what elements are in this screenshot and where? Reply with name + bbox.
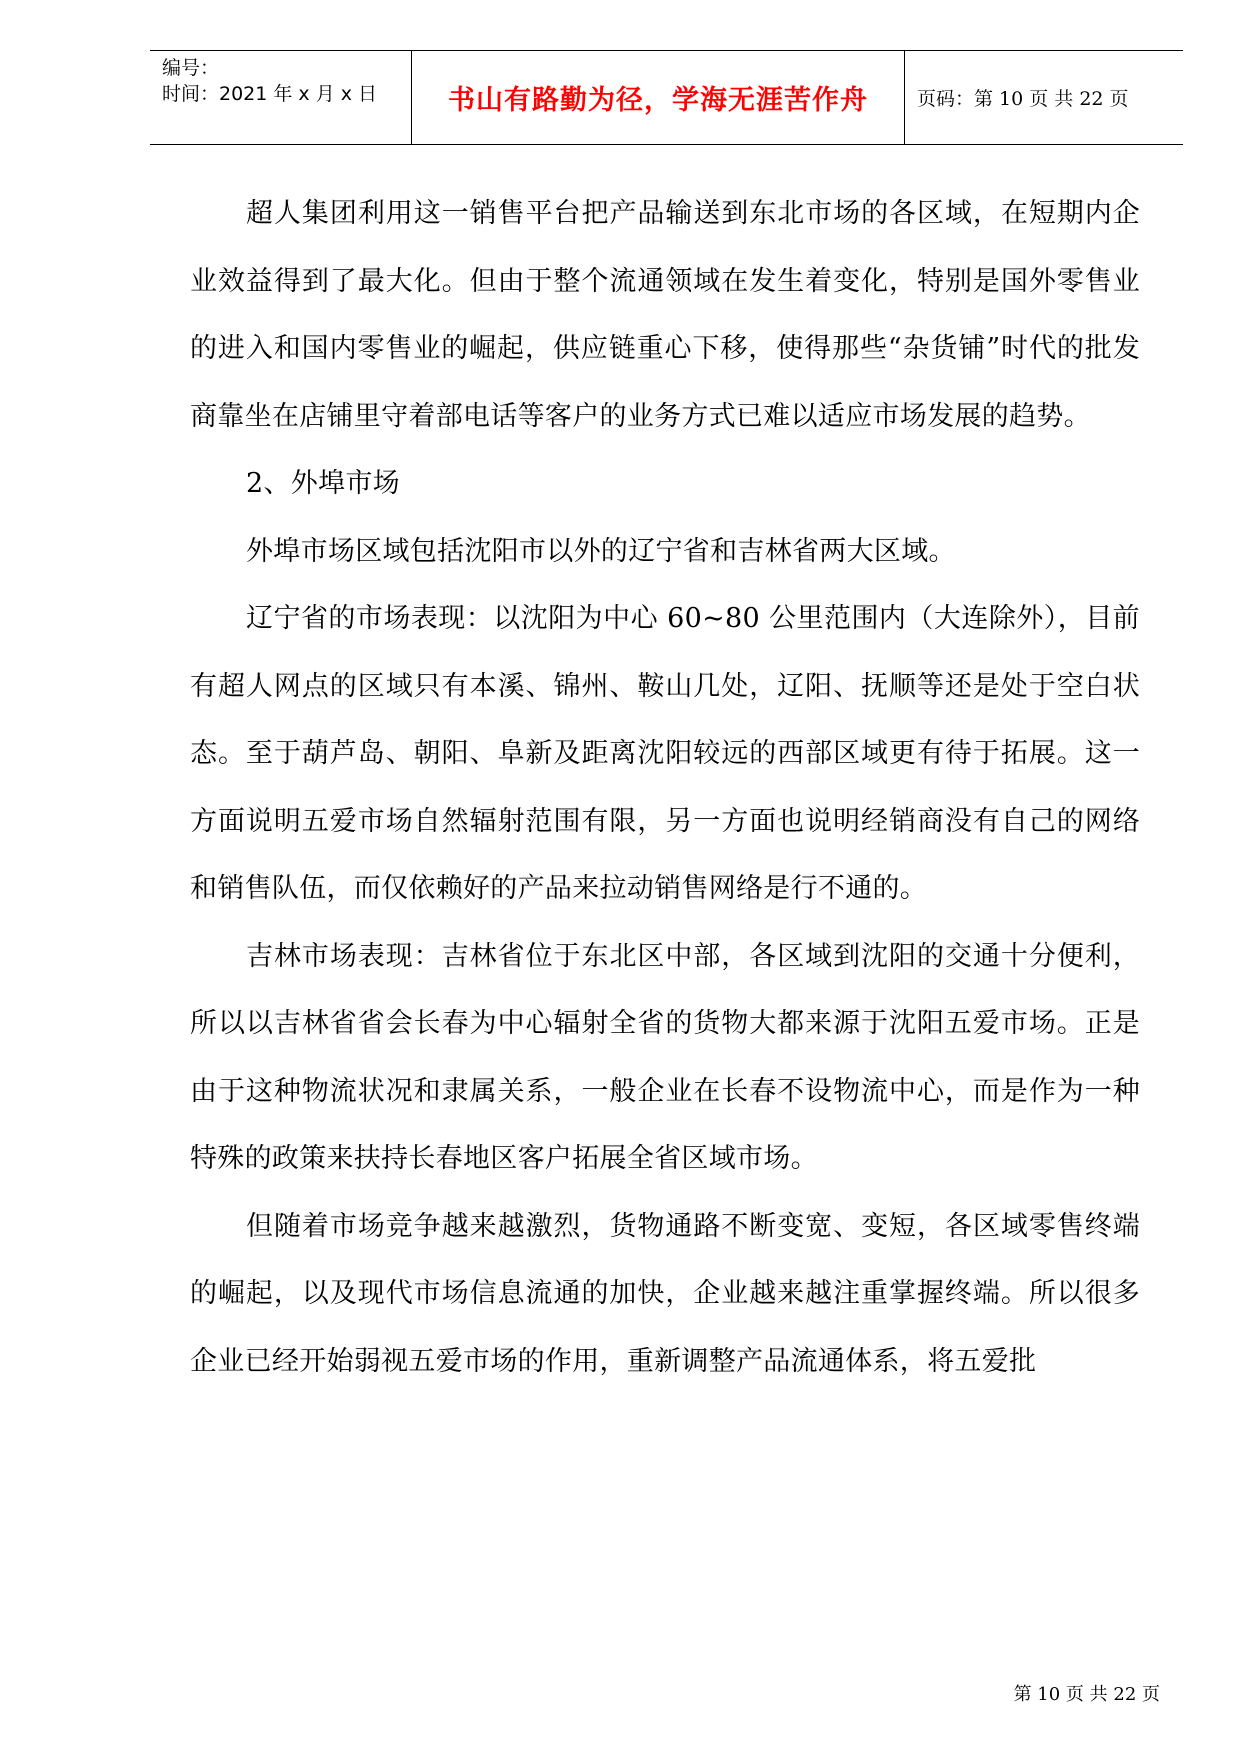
body-text [190, 180, 1140, 1395]
header-meta [150, 51, 412, 144]
section-heading: 2、外埠市场 [246, 468, 400, 499]
number-label: 编号： [162, 57, 220, 79]
header-motto: 书山有路勤为径，学海无涯苦作舟 [412, 51, 905, 144]
paragraph: 辽宁省的市场表现：以沈阳为中心 60~80 公里范围内（大连除外），目前有超人网点的区域只有本溪、锦州、鞍山几处，辽阳、抚顺等还是处于空白状态。至于葫芦岛、朝阳、阜新及距离沈阳较远的西部区域更有待于拓展。这一方面说明五爱市场自然辐射范围有限，另一方面也说明经销商没有自己的网络和销售队伍，而仅依赖好的产品来拉动销售网络是行不通的。 [190, 603, 1140, 904]
paragraph: 吉林市场表现：吉林省位于东北区中部，各区域到沈阳的交通十分便利，所以以吉林省省会长春为中心辐射全省的货物大都来源于沈阳五爱市场。正是由于这种物流状况和隶属关系，一般企业在长春不设物流中心，而是作为一种特殊的政策来扶持长春地区客户拓展全省区域市场。 [190, 940, 1140, 1174]
page-header [150, 50, 1183, 145]
header-page-number: 页码：第 10 页 共 22 页 [917, 88, 1129, 110]
page-footer: 第 10 页 共 22 页 [1013, 1684, 1160, 1705]
paragraph: 外埠市场区域包括沈阳市以外的辽宁省和吉林省两大区域。 [246, 535, 956, 567]
time-label: 时间：2021 年 x 月 x 日 [162, 83, 378, 105]
paragraph: 超人集团利用这一销售平台把产品输送到东北市场的各区域，在短期内企业效益得到了最大化。但由于整个流通领域在发生着变化，特别是国外零售业的进入和国内零售业的崛起，供应链重心下移，使得那些“杂货铺”时代的批发商靠坐在店铺里守着部电话等客户的业务方式已难以适应市场发展的趋势。 [190, 198, 1140, 432]
paragraph: 但随着市场竞争越来越激烈，货物通路不断变宽、变短，各区域零售终端的崛起，以及现代市场信息流通的加快，企业越来越注重掌握终端。所以很多企业已经开始弱视五爱市场的作用，重新调整产品流通体系，将五爱批 [190, 1210, 1140, 1377]
